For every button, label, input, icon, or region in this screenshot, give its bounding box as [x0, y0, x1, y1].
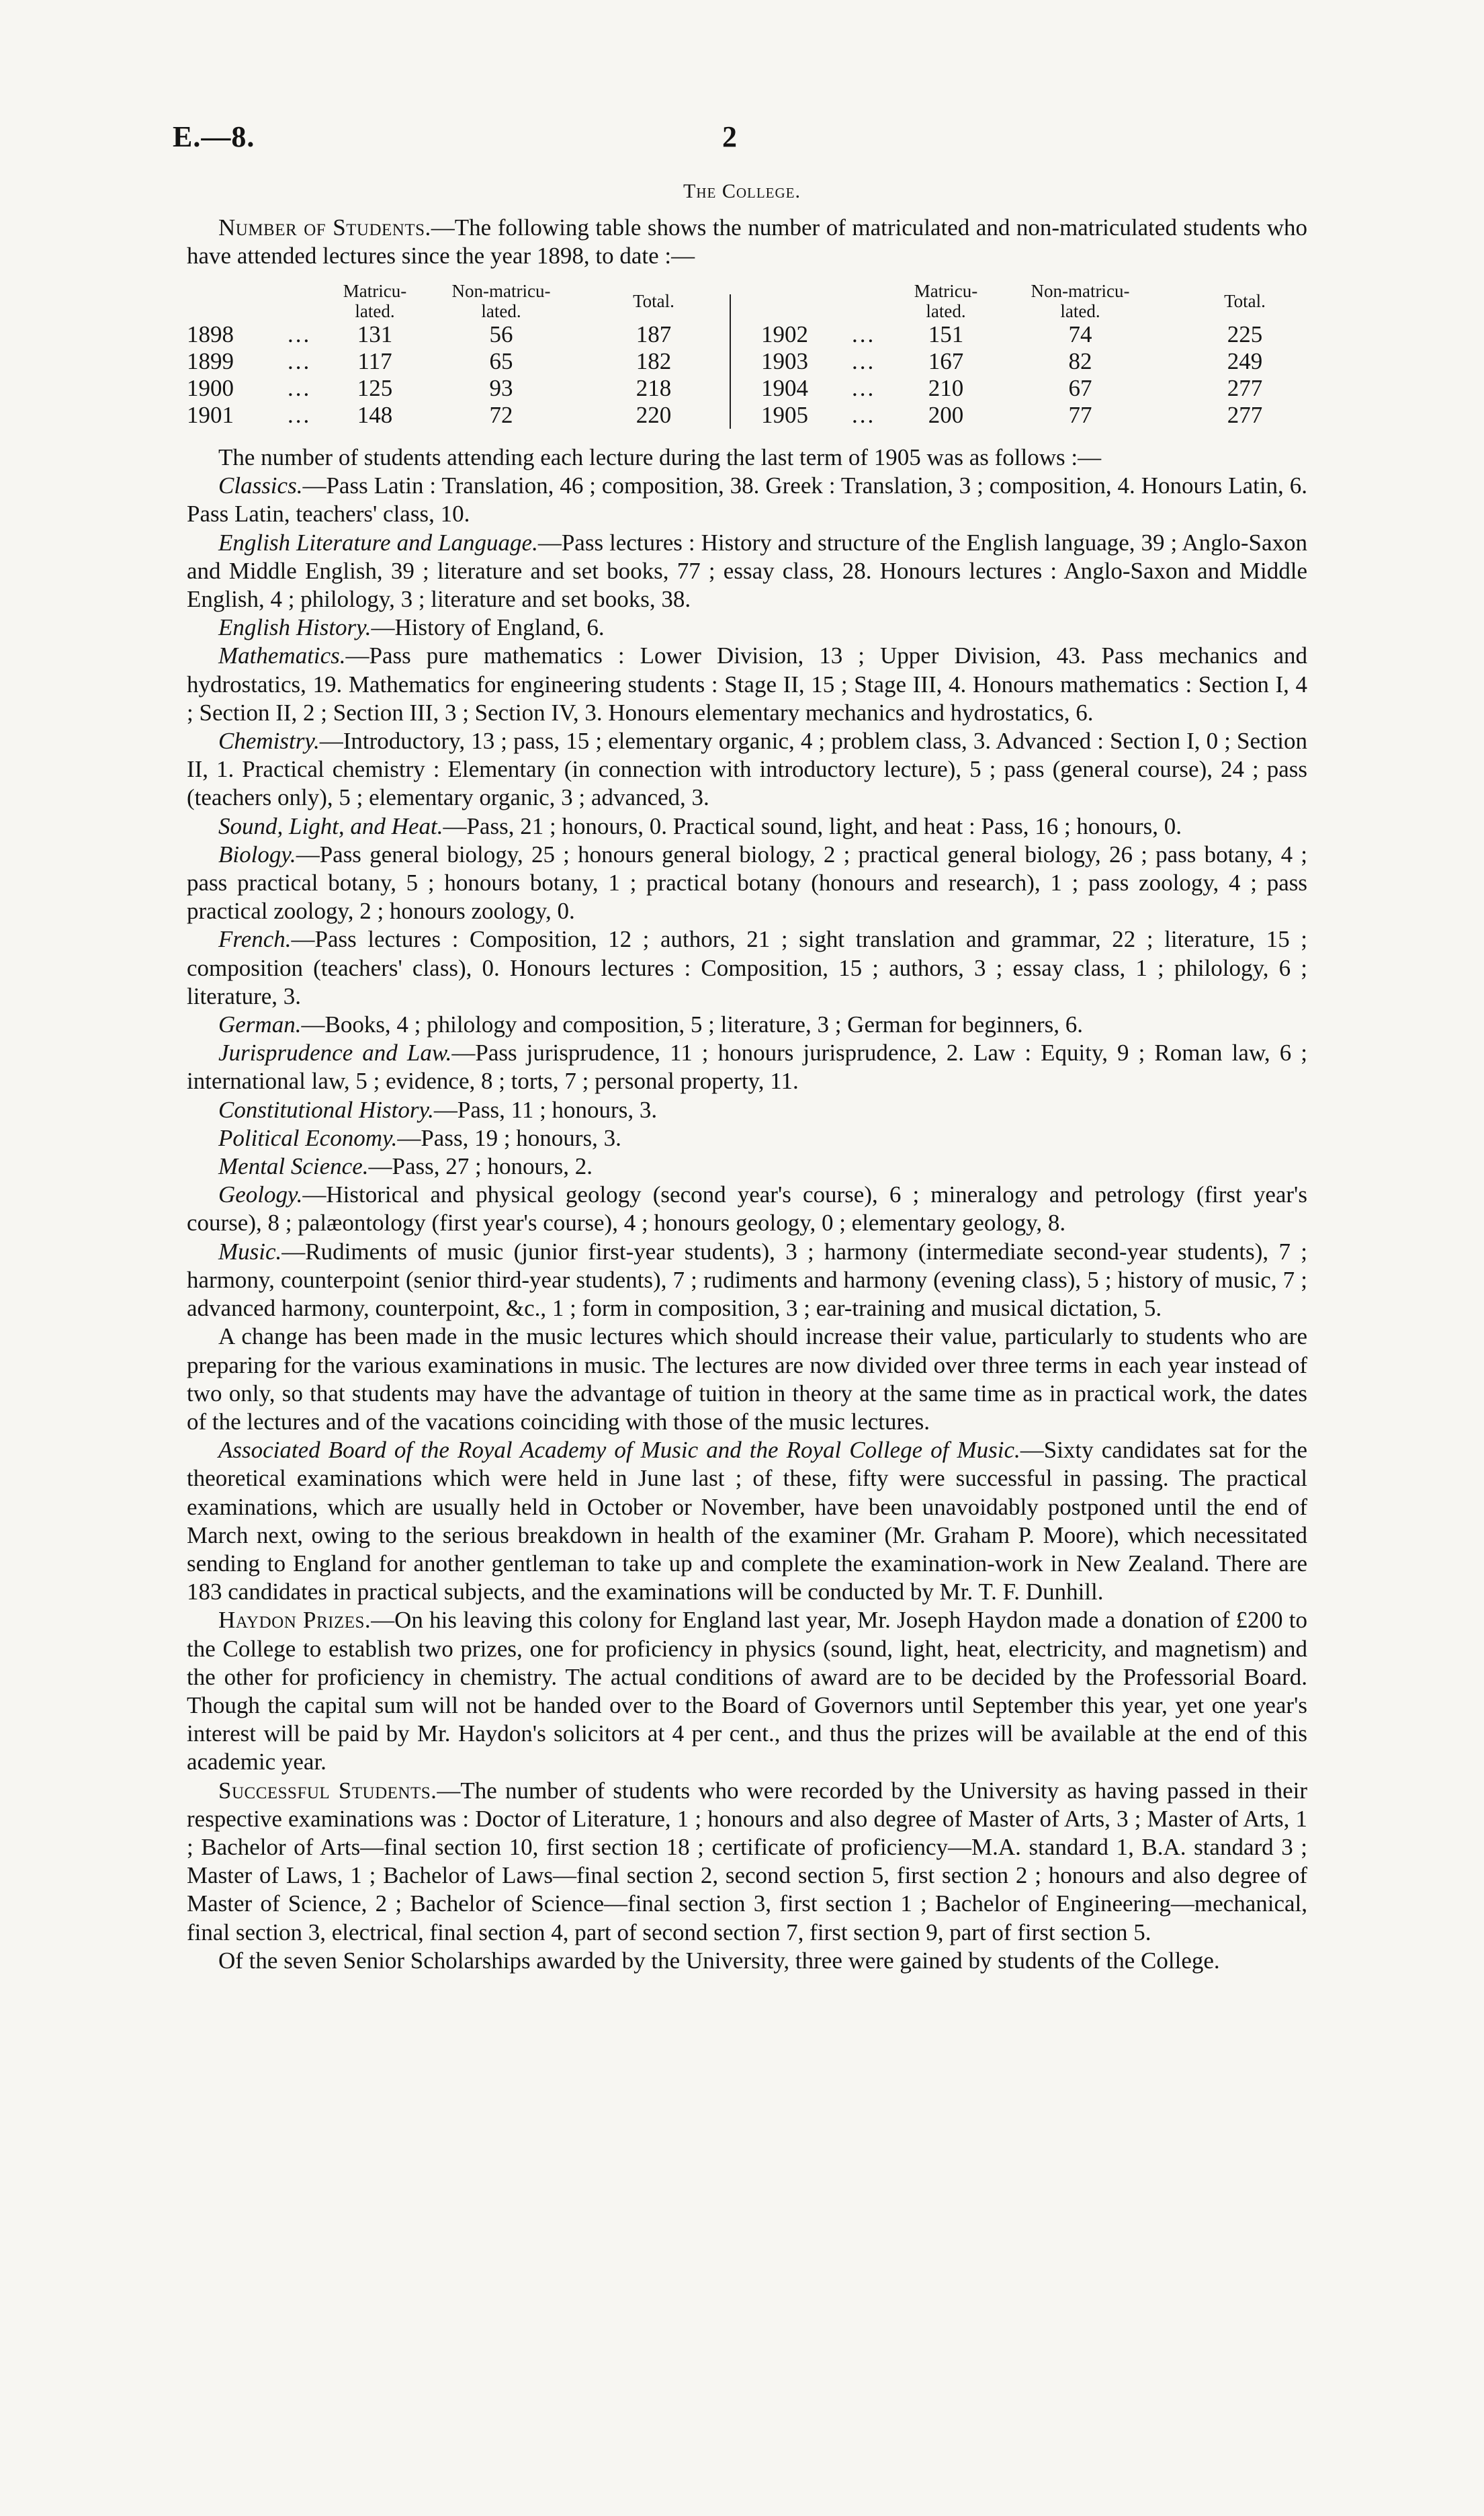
- paragraph-associated-board: [187, 1436, 1307, 1606]
- paragraph-biology: [187, 841, 1307, 926]
- paragraph-chemistry: [187, 727, 1307, 812]
- paragraph-lead: Mental Science.: [218, 1153, 369, 1180]
- col-header-total: Total.: [1224, 291, 1266, 311]
- row-year: 1900: [187, 375, 234, 401]
- row-matriculated: 117: [357, 348, 392, 374]
- paragraph-lead: Political Economy.: [218, 1124, 398, 1151]
- row-dots: ...: [852, 348, 876, 374]
- paragraph-text: —Pass, 11 ; honours, 3.: [433, 1096, 658, 1123]
- paragraph-lead: German.: [218, 1011, 302, 1038]
- paragraph-text: —Pass general biology, 25 ; honours general biology, 2 ; practical general biology, 26 ; pass botany, 4 ; pass practical botany, 5 ; honours botany, 1 ; practical botany (honours and research), 1 ; pass zoology, 4 ; pass practical zoology, 2 ; honours zoology, 0.: [187, 841, 1307, 925]
- table-row: [738, 348, 1307, 375]
- paragraph-lead: Chemistry.: [218, 728, 320, 755]
- paragraph-lead: Sound, Light, and Heat.: [218, 812, 443, 839]
- table-row: [738, 321, 1307, 348]
- row-dots: ...: [852, 402, 876, 428]
- paragraph-music-change: [187, 1323, 1307, 1436]
- paragraph-text: —Pass, 19 ; honours, 3.: [397, 1124, 621, 1151]
- paragraph-text: —Historical and physical geology (second year's course), 6 ; mineralogy and petrology (first year's course), 8 ; palæontology (first year's course), 4 ; honours geology, 0 ; elementary geology, 8.: [187, 1181, 1307, 1236]
- paragraph-text: A change has been made in the music lectures which should increase their value, particularly to students who are preparing for the various examinations in music. The lectures are now divided over three terms in each year instead of two only, so that students may have the advantage of tuition in theory at the same time as in practical work, the dates of the lectures and of the vacations coinciding with those of the music lectures.: [187, 1323, 1307, 1435]
- paragraph-lead: English Literature and Language.: [218, 529, 538, 556]
- paragraph-haydon-prizes: [187, 1606, 1307, 1776]
- paragraph-english-literature: [187, 529, 1307, 614]
- paragraph-sound-light-heat: [187, 812, 1307, 841]
- report-body: [187, 444, 1307, 1975]
- paragraph-text: —Pass lectures : Composition, 12 ; authors, 21 ; sight translation and grammar, 22 ; literature, 15 ; composition (teachers' class), 0. Honours lectures : Composition, 15 ; authors, 3 ; essay class, 1 ; philology, 6 ; literature, 3.: [187, 926, 1307, 1009]
- paragraph-lead: Music.: [218, 1238, 282, 1265]
- paragraph-lead: Successful Students.: [218, 1777, 437, 1804]
- paragraph-lead: Constitutional History.: [218, 1096, 434, 1123]
- row-non-matriculated: 77: [1068, 402, 1092, 428]
- row-total: 277: [1227, 402, 1263, 428]
- paragraph-music: [187, 1238, 1307, 1323]
- row-non-matriculated: 56: [489, 321, 513, 347]
- row-dots: ...: [288, 321, 312, 347]
- row-non-matriculated: 65: [489, 348, 513, 374]
- table-right-half: [738, 281, 1307, 429]
- paragraph-text: —On his leaving this colony for England last year, Mr. Joseph Haydon made a donation of £200 to the College to establish two prizes, one for proficiency in physics (sound, light, heat, electricity, and magnetism) and the other for proficiency in chemistry. The actual conditions of award are to be decided by the Professorial Board. Though the capital sum will not be handed over to the Board of Governors until September this year, yet one year's interest will be paid by Mr. Haydon's solicitors at 4 per cent., and thus the prizes will be available at the end of this academic year.: [187, 1607, 1308, 1775]
- paragraph-geology: [187, 1181, 1307, 1237]
- row-matriculated: 125: [357, 375, 393, 401]
- row-total: 187: [636, 321, 672, 347]
- row-matriculated: 151: [928, 321, 964, 347]
- col-header-non-matriculated: Non-matricu- lated.: [1031, 281, 1130, 321]
- row-non-matriculated: 74: [1068, 321, 1092, 347]
- paragraph-text: Of the seven Senior Scholarships awarded by the University, three were gained by students of the College.: [218, 1947, 1220, 1974]
- paragraph-text: —Pass, 21 ; honours, 0. Practical sound, light, and heat : Pass, 16 ; honours, 0.: [443, 812, 1182, 839]
- row-non-matriculated: 72: [489, 402, 513, 428]
- paragraph-senior-scholarships: [187, 1947, 1307, 1975]
- col-header-total: Total.: [633, 291, 674, 311]
- row-year: 1904: [761, 375, 808, 401]
- row-total: 182: [636, 348, 672, 374]
- page-number: 2: [722, 120, 737, 153]
- table-row: [187, 375, 721, 402]
- row-year: 1905: [761, 402, 808, 428]
- col-header-non-matriculated: Non-matricu- lated.: [451, 281, 551, 321]
- row-dots: ...: [288, 402, 312, 428]
- paragraph-lead: French.: [218, 926, 292, 953]
- paragraph-text: —Sixty candidates sat for the theoretical examinations which were held in June last ; of these, fifty were successful in passing. The practical examinations, which are usually held in October or November, have been unavoidably postponed until the end of March next, owing to the serious breakdown in health of the examiner (Mr. Graham P. Moore), which necessitated sending to England for another gentleman to take up and complete the examination-work in New Zealand. There are 183 candidates in practical subjects, and the examinations will be conducted by Mr. T. F. Dunhill.: [187, 1437, 1307, 1605]
- paragraph-text: —Books, 4 ; philology and composition, 5 ; literature, 3 ; German for beginners, 6.: [301, 1011, 1084, 1038]
- row-matriculated: 131: [357, 321, 393, 347]
- row-total: 277: [1227, 375, 1263, 401]
- row-non-matriculated: 93: [489, 375, 513, 401]
- table-row: [187, 402, 721, 429]
- paragraph-lead: Associated Board of the Royal Academy of Music and the Royal College of Music.: [218, 1437, 1020, 1464]
- row-matriculated: 148: [357, 402, 393, 428]
- paragraph-classics: [187, 472, 1307, 528]
- table-row: [187, 348, 721, 375]
- intro-paragraph-block: [187, 214, 1307, 270]
- paragraph-lead: English History.: [218, 614, 372, 641]
- row-non-matriculated: 67: [1068, 375, 1092, 401]
- row-year: 1902: [761, 321, 808, 347]
- row-total: 225: [1227, 321, 1263, 347]
- paragraph-lead: Jurisprudence and Law.: [218, 1040, 452, 1066]
- paragraph-lead: Haydon Prizes.: [218, 1607, 372, 1634]
- paragraph-german: [187, 1011, 1307, 1039]
- paragraph-text: The number of students attending each lecture during the last term of 1905 was as follows :—: [218, 444, 1102, 470]
- row-non-matriculated: 82: [1068, 348, 1092, 374]
- paragraph-text: —Pass lectures : History and structure of the English language, 39 ; Anglo-Saxon and Middle English, 39 ; literature and set books, 77 ; essay class, 28. Honours lectures : Anglo-Saxon and Middle English, 4 ; philology, 3 ; literature and set books, 38.: [187, 529, 1307, 613]
- paragraph-text: —Pass Latin : Translation, 46 ; composition, 38. Greek : Translation, 3 ; composition, 4. Honours Latin, 6. Pass Latin, teachers' class, 10.: [187, 472, 1307, 528]
- paragraph-english-history: [187, 614, 1307, 642]
- paragraph-successful-students: [187, 1777, 1307, 1947]
- row-year: 1901: [187, 402, 234, 428]
- row-matriculated: 167: [928, 348, 964, 374]
- paragraph-lead: Biology.: [218, 841, 296, 868]
- paragraph-text: —Pass jurisprudence, 11 ; honours jurisprudence, 2. Law : Equity, 9 ; Roman law, 6 ; international law, 5 ; evidence, 8 ; torts, 7 ; personal property, 11.: [187, 1040, 1308, 1095]
- intro-paragraph: [187, 214, 1307, 270]
- paragraph-constitutional-history: [187, 1096, 1307, 1124]
- row-dots: ...: [852, 375, 876, 401]
- row-year: 1898: [187, 321, 234, 347]
- col-header-matriculated: Matricu- lated.: [914, 281, 978, 321]
- paragraph-attendance-intro: [187, 444, 1307, 472]
- row-year: 1899: [187, 348, 234, 374]
- paragraph-text: —The number of students who were recorded by the University as having passed in their respective examinations was : Doctor of Literature, 1 ; honours and also degree of Master of Arts, 3 ; Master of Arts, 1 ; Bachelor of Arts—final section 10, first section 18 ; certificate of proficiency—M.A. standard 1, B.A. standard 3 ; Master of Laws, 1 ; Bachelor of Laws—final section 2, second section 5, first section 2 ; honours and also degree of Master of Science, 2 ; Bachelor of Science—final section 3, first section 1 ; Bachelor of Engineering—mechanical, final section 3, electrical, final section 4, part of second section 7, first section 9, part of first section 5.: [187, 1777, 1307, 1945]
- row-dots: ...: [288, 375, 312, 401]
- table-divider: [730, 294, 731, 429]
- paragraph-lead: Mathematics.: [218, 642, 346, 669]
- students-table: [187, 281, 1307, 429]
- row-total: 220: [636, 402, 672, 428]
- row-year: 1903: [761, 348, 808, 374]
- table-left-half: [187, 281, 721, 429]
- paragraph-text: —Introductory, 13 ; pass, 15 ; elementary organic, 4 ; problem class, 3. Advanced : Section I, 0 ; Section II, 1. Practical chemistry : Elementary (in connection with introductory lecture), 5 ; pass (general course), 24 ; pass (teachers only), 5 ; elementary organic, 3 ; advanced, 3.: [187, 728, 1307, 811]
- paragraph-mental-science: [187, 1152, 1307, 1181]
- section-title: The College.: [683, 180, 801, 202]
- paragraph-french: [187, 925, 1307, 1011]
- paragraph-text: —Pass pure mathematics : Lower Division, 13 ; Upper Division, 43. Pass mechanics and hydrostatics, 19. Mathematics for engineering students : Stage II, 15 ; Stage III, 4. Honours mathematics : Section I, 4 ; Section II, 2 ; Section III, 3 ; Section IV, 3. Honours elementary mechanics and hydrostatics, 6.: [187, 642, 1307, 726]
- paragraph-jurisprudence: [187, 1039, 1307, 1095]
- paragraph-text: —Pass, 27 ; honours, 2.: [368, 1153, 593, 1180]
- table-row: [187, 321, 721, 348]
- paragraph-mathematics: [187, 642, 1307, 727]
- row-dots: ...: [852, 321, 876, 347]
- paragraph-text: —History of England, 6.: [371, 614, 605, 641]
- table-row: [738, 375, 1307, 402]
- row-matriculated: 200: [928, 402, 964, 428]
- intro-text: —The following table shows the number of matriculated and non-matriculated students who have attended lectures since the year 1898, to date :—: [187, 214, 1308, 269]
- paragraph-lead: Geology.: [218, 1181, 303, 1208]
- row-total: 218: [636, 375, 672, 401]
- paragraph-political-economy: [187, 1124, 1307, 1152]
- row-total: 249: [1227, 348, 1263, 374]
- intro-lead: Number of Students.: [218, 214, 431, 241]
- row-dots: ...: [288, 348, 312, 374]
- paragraph-text: —Rudiments of music (junior first-year students), 3 ; harmony (intermediate second-year students), 7 ; harmony, counterpoint (senior third-year students), 7 ; rudiments and harmony (evening class), 5 ; history of music, 7 ; advanced harmony, counterpoint, &c., 1 ; form in composition, 3 ; ear-training and musical dictation, 5.: [187, 1238, 1307, 1322]
- document-reference: E.—8.: [173, 120, 255, 153]
- col-header-matriculated: Matricu- lated.: [343, 281, 407, 321]
- table-row: [738, 402, 1307, 429]
- row-matriculated: 210: [928, 375, 964, 401]
- paragraph-lead: Classics.: [218, 472, 303, 499]
